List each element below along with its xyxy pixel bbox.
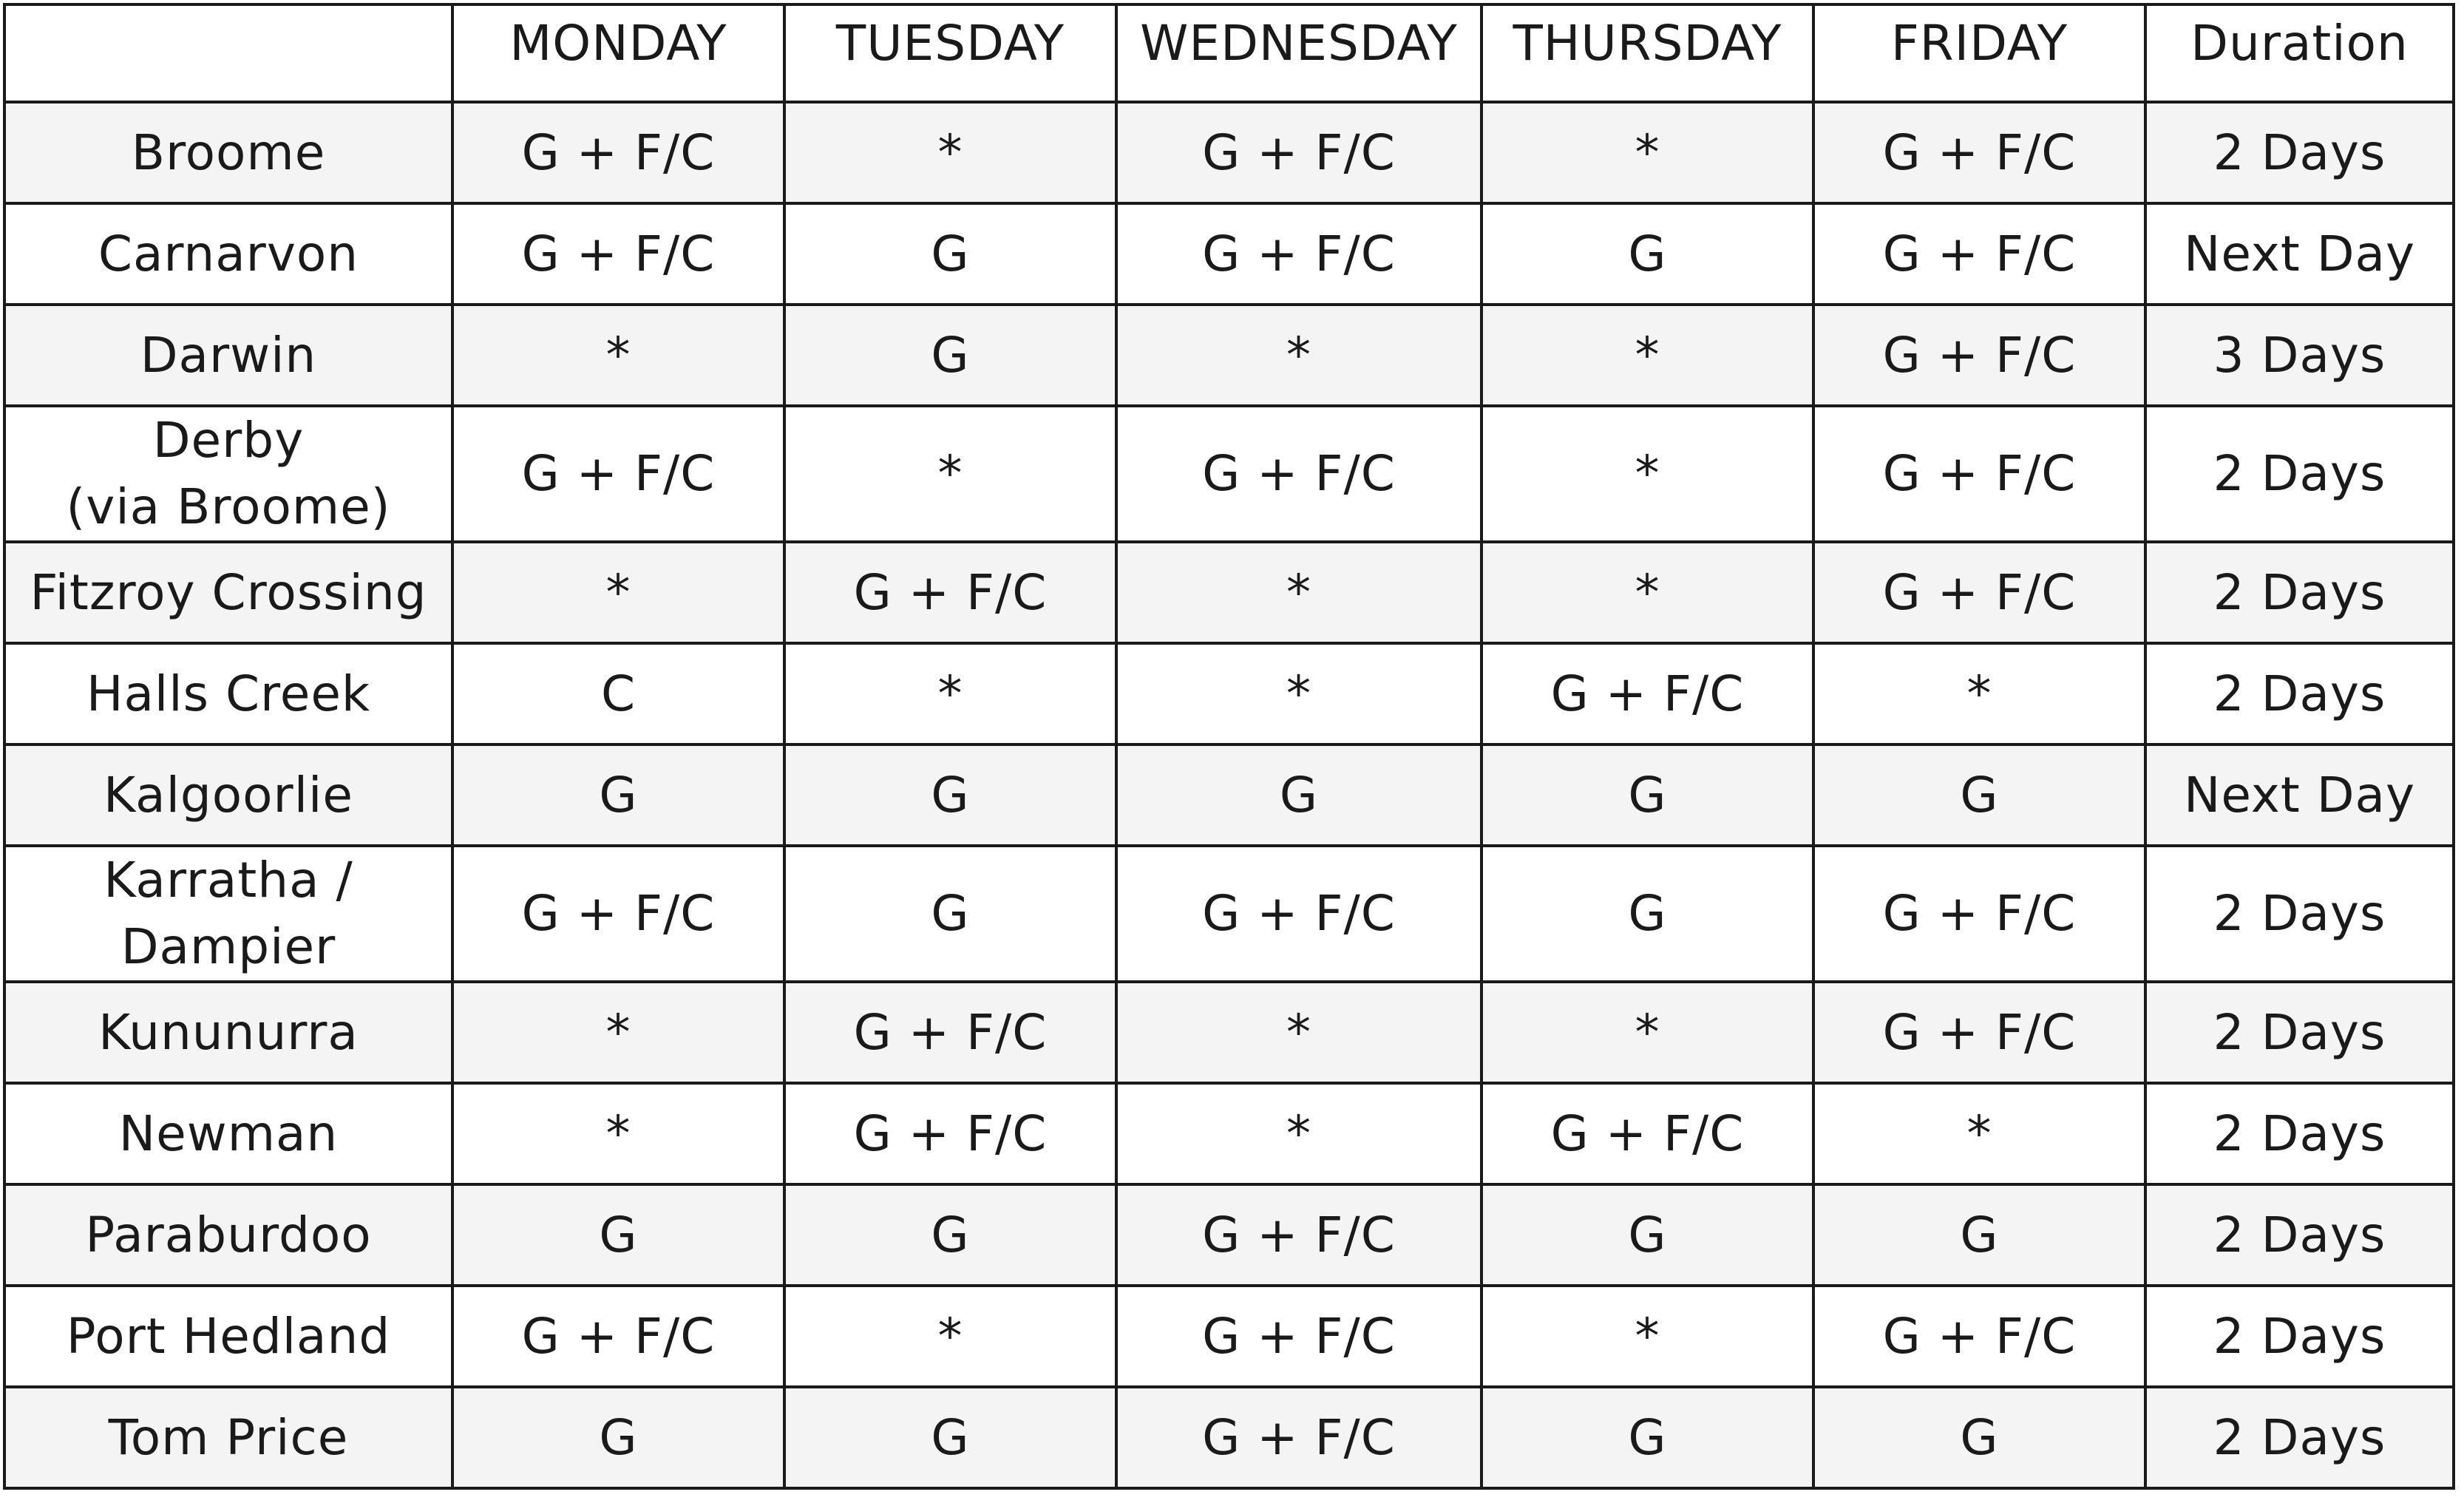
place-cell: Port Hedland bbox=[4, 1286, 452, 1387]
place-cell: Fitzroy Crossing bbox=[4, 542, 452, 643]
duration-cell: 2 Days bbox=[2145, 1286, 2454, 1387]
friday-cell: * bbox=[1813, 1083, 2145, 1184]
tuesday-cell: G bbox=[784, 744, 1116, 846]
place-cell: Halls Creek bbox=[4, 643, 452, 744]
monday-cell: G + F/C bbox=[452, 203, 784, 305]
thursday-cell: G bbox=[1482, 1184, 1813, 1286]
monday-cell: * bbox=[452, 305, 784, 406]
wednesday-cell: G + F/C bbox=[1116, 1184, 1482, 1286]
tuesday-cell: G + F/C bbox=[784, 1083, 1116, 1184]
tuesday-cell: * bbox=[784, 1286, 1116, 1387]
duration-cell: 2 Days bbox=[2145, 102, 2454, 203]
place-cell: Paraburdoo bbox=[4, 1184, 452, 1286]
friday-cell: G bbox=[1813, 1387, 2145, 1488]
thursday-cell: G + F/C bbox=[1482, 643, 1813, 744]
thursday-cell: G bbox=[1482, 203, 1813, 305]
wednesday-cell: G + F/C bbox=[1116, 846, 1482, 982]
thursday-cell: G + F/C bbox=[1482, 1083, 1813, 1184]
table-row bbox=[4, 846, 2454, 982]
duration-cell: Next Day bbox=[2145, 744, 2454, 846]
tuesday-cell: G bbox=[784, 1184, 1116, 1286]
header-thursday: THURSDAY bbox=[1482, 4, 1813, 102]
header-wednesday: WEDNESDAY bbox=[1116, 4, 1482, 102]
table-row bbox=[4, 744, 2454, 846]
duration-cell: 2 Days bbox=[2145, 1387, 2454, 1488]
table-row bbox=[4, 102, 2454, 203]
place-cell: Broome bbox=[4, 102, 452, 203]
monday-cell: G + F/C bbox=[452, 102, 784, 203]
place-cell: Kalgoorlie bbox=[4, 744, 452, 846]
table-row bbox=[4, 982, 2454, 1083]
place-cell: Newman bbox=[4, 1083, 452, 1184]
place-cell: Kununurra bbox=[4, 982, 452, 1083]
thursday-cell: * bbox=[1482, 982, 1813, 1083]
place-cell: Derby (via Broome) bbox=[4, 406, 452, 542]
thursday-cell: G bbox=[1482, 744, 1813, 846]
monday-cell: * bbox=[452, 982, 784, 1083]
duration-cell: 2 Days bbox=[2145, 1083, 2454, 1184]
tuesday-cell: * bbox=[784, 643, 1116, 744]
thursday-cell: G bbox=[1482, 846, 1813, 982]
friday-cell: G + F/C bbox=[1813, 305, 2145, 406]
monday-cell: G + F/C bbox=[452, 1286, 784, 1387]
thursday-cell: * bbox=[1482, 305, 1813, 406]
thursday-cell: * bbox=[1482, 102, 1813, 203]
wednesday-cell: * bbox=[1116, 305, 1482, 406]
thursday-cell: G bbox=[1482, 1387, 1813, 1488]
thursday-cell: * bbox=[1482, 542, 1813, 643]
wednesday-cell: G + F/C bbox=[1116, 102, 1482, 203]
friday-cell: G + F/C bbox=[1813, 542, 2145, 643]
table-row bbox=[4, 1083, 2454, 1184]
duration-cell: 2 Days bbox=[2145, 846, 2454, 982]
wednesday-cell: G + F/C bbox=[1116, 1387, 1482, 1488]
table-row bbox=[4, 542, 2454, 643]
tuesday-cell: G bbox=[784, 203, 1116, 305]
place-cell: Karratha / Dampier bbox=[4, 846, 452, 982]
friday-cell: G + F/C bbox=[1813, 1286, 2145, 1387]
duration-cell: 2 Days bbox=[2145, 1184, 2454, 1286]
friday-cell: G + F/C bbox=[1813, 203, 2145, 305]
wednesday-cell: * bbox=[1116, 982, 1482, 1083]
friday-cell: G + F/C bbox=[1813, 102, 2145, 203]
monday-cell: * bbox=[452, 542, 784, 643]
table-row bbox=[4, 203, 2454, 305]
friday-cell: G + F/C bbox=[1813, 846, 2145, 982]
table-row bbox=[4, 1387, 2454, 1488]
duration-cell: 2 Days bbox=[2145, 982, 2454, 1083]
friday-cell: G + F/C bbox=[1813, 406, 2145, 542]
tuesday-cell: G bbox=[784, 305, 1116, 406]
header-monday: MONDAY bbox=[452, 4, 784, 102]
duration-cell: 2 Days bbox=[2145, 406, 2454, 542]
wednesday-cell: * bbox=[1116, 1083, 1482, 1184]
duration-cell: 2 Days bbox=[2145, 542, 2454, 643]
friday-cell: * bbox=[1813, 643, 2145, 744]
duration-cell: Next Day bbox=[2145, 203, 2454, 305]
table-row bbox=[4, 643, 2454, 744]
duration-cell: 2 Days bbox=[2145, 643, 2454, 744]
header-duration: Duration bbox=[2145, 4, 2454, 102]
place-cell: Carnarvon bbox=[4, 203, 452, 305]
wednesday-cell: G + F/C bbox=[1116, 406, 1482, 542]
table-header-row bbox=[4, 4, 2454, 102]
monday-cell: * bbox=[452, 1083, 784, 1184]
tuesday-cell: * bbox=[784, 406, 1116, 542]
friday-cell: G bbox=[1813, 744, 2145, 846]
monday-cell: C bbox=[452, 643, 784, 744]
friday-cell: G + F/C bbox=[1813, 982, 2145, 1083]
place-cell: Tom Price bbox=[4, 1387, 452, 1488]
monday-cell: G + F/C bbox=[452, 406, 784, 542]
tuesday-cell: * bbox=[784, 102, 1116, 203]
thursday-cell: * bbox=[1482, 1286, 1813, 1387]
table-row bbox=[4, 1184, 2454, 1286]
monday-cell: G + F/C bbox=[452, 846, 784, 982]
table-row bbox=[4, 1286, 2454, 1387]
delivery-schedule-table bbox=[3, 3, 2455, 1490]
friday-cell: G bbox=[1813, 1184, 2145, 1286]
tuesday-cell: G + F/C bbox=[784, 982, 1116, 1083]
header-tuesday: TUESDAY bbox=[784, 4, 1116, 102]
wednesday-cell: G + F/C bbox=[1116, 203, 1482, 305]
monday-cell: G bbox=[452, 744, 784, 846]
tuesday-cell: G + F/C bbox=[784, 542, 1116, 643]
header-place bbox=[4, 4, 452, 102]
header-friday: FRIDAY bbox=[1813, 4, 2145, 102]
tuesday-cell: G bbox=[784, 846, 1116, 982]
table-row bbox=[4, 406, 2454, 542]
wednesday-cell: * bbox=[1116, 542, 1482, 643]
wednesday-cell: G bbox=[1116, 744, 1482, 846]
place-cell: Darwin bbox=[4, 305, 452, 406]
wednesday-cell: G + F/C bbox=[1116, 1286, 1482, 1387]
monday-cell: G bbox=[452, 1184, 784, 1286]
wednesday-cell: * bbox=[1116, 643, 1482, 744]
thursday-cell: * bbox=[1482, 406, 1813, 542]
duration-cell: 3 Days bbox=[2145, 305, 2454, 406]
table-row bbox=[4, 305, 2454, 406]
monday-cell: G bbox=[452, 1387, 784, 1488]
tuesday-cell: G bbox=[784, 1387, 1116, 1488]
